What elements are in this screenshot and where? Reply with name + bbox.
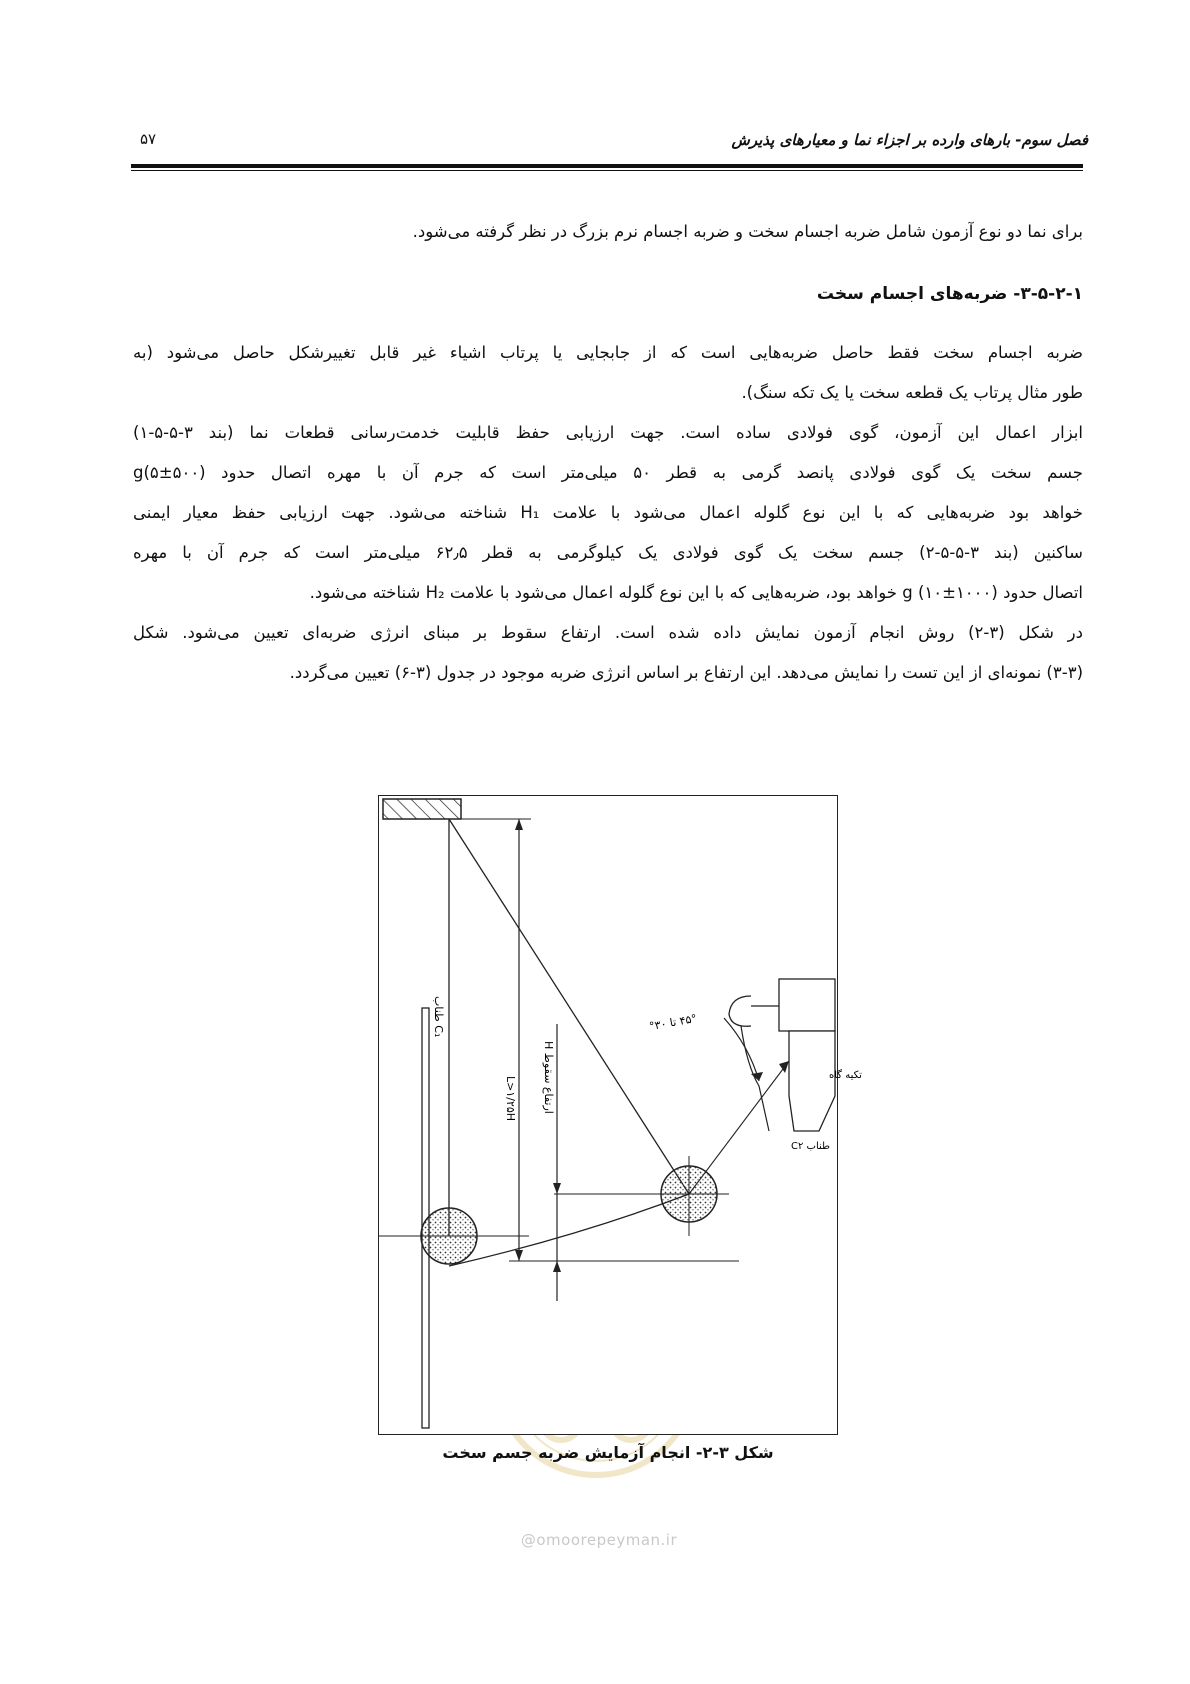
label-string-c2: طناب C۲: [791, 1141, 830, 1152]
body-line: اتصال حدود g (۱۰±۱۰۰۰) خواهد بود، ضربه‌هایی که با این نوع گلوله اعمال می‌شود با علامت H₂ شناخته می‌شود.: [309, 583, 1083, 602]
body-line: طور مثال پرتاب یک قطعه سخت یا یک تکه سنگ).: [741, 383, 1083, 402]
chapter-title: فصل سوم- بارهای وارده بر اجزاء نما و معیارهای پذیرش: [731, 131, 1088, 149]
body-line: در شکل (۳-۲) روش انجام آزمون نمایش داده شده است. ارتفاع سقوط بر مبنای انرژی ضربه‌ای تعیین می‌شود. شکل: [133, 623, 1083, 642]
label-height: H ارتفاع سقوط: [542, 1041, 555, 1114]
section-heading: ۳-۵-۲-۱- ضربه‌های اجسام سخت: [816, 284, 1083, 304]
body-line: جسم سخت یک گوی فولادی پانصد گرمی به قطر ۵۰ میلی‌متر است که جرم آن با مهره اتصال حدود g(۵±۵۰۰): [133, 463, 1083, 482]
ceiling-support: [383, 799, 461, 819]
label-length: L>۱/۲۵H: [504, 1076, 517, 1122]
page-number: ۵۷: [140, 130, 157, 148]
body-line: (۳-۳) نمونه‌ای از این تست را نمایش می‌دهد. این ارتفاع بر اساس انرژی ضربه موجود در جدول (۳-۶) تعیین می‌گردد.: [289, 663, 1083, 682]
label-string-c1: طناب C₁: [432, 996, 445, 1038]
header-rule-thick: [131, 164, 1083, 168]
string-c2-diagonal: [449, 819, 689, 1194]
body-line: ابزار اعمال این آزمون، گوی فولادی ساده است. جهت ارزیابی حفظ قابلیت خدمت‌رسانی قطعات نما (بند ۳-۵-۵-۱): [133, 423, 1083, 442]
figure-caption: شکل ۳-۲- انجام آزمایش ضربه جسم سخت: [442, 1443, 774, 1462]
intro-paragraph: برای نما دو نوع آزمون شامل ضربه اجسام سخت و ضربه اجسام نرم بزرگ در نظر گرفته می‌شود.: [412, 222, 1083, 241]
body-line: ساکنین (بند ۳-۵-۵-۲) جسم سخت یک گوی فولادی یک کیلوگرمی به قطر ۶۲٫۵ میلی‌متر است که جرم آن با مهره: [133, 543, 1083, 562]
body-line: خواهد بود ضربه‌هایی که با این نوع گلوله اعمال می‌شود با علامت H₁ شناخته می‌شود. جهت ارزیابی حفظ معیار ایمنی: [133, 503, 1083, 522]
watermark-site: @omoorepeyman.ir: [520, 1531, 678, 1549]
body-line: ضربه اجسام سخت فقط حاصل ضربه‌هایی است که از جابجایی یا پرتاب اشیاء غیر قابل تغییرشکل حاصل می‌شود (به: [133, 343, 1083, 362]
pendulum-figure: [378, 795, 862, 1435]
header-rule-thin: [131, 170, 1083, 171]
label-support: تکیه گاه: [829, 1070, 862, 1081]
support-stand: [789, 1031, 835, 1131]
launcher-body: [779, 979, 835, 1031]
label-angle: ۴۵° تا ۳۰°: [648, 1011, 698, 1034]
body-paragraph: [133, 333, 1083, 693]
swing-arc: [449, 1194, 689, 1266]
